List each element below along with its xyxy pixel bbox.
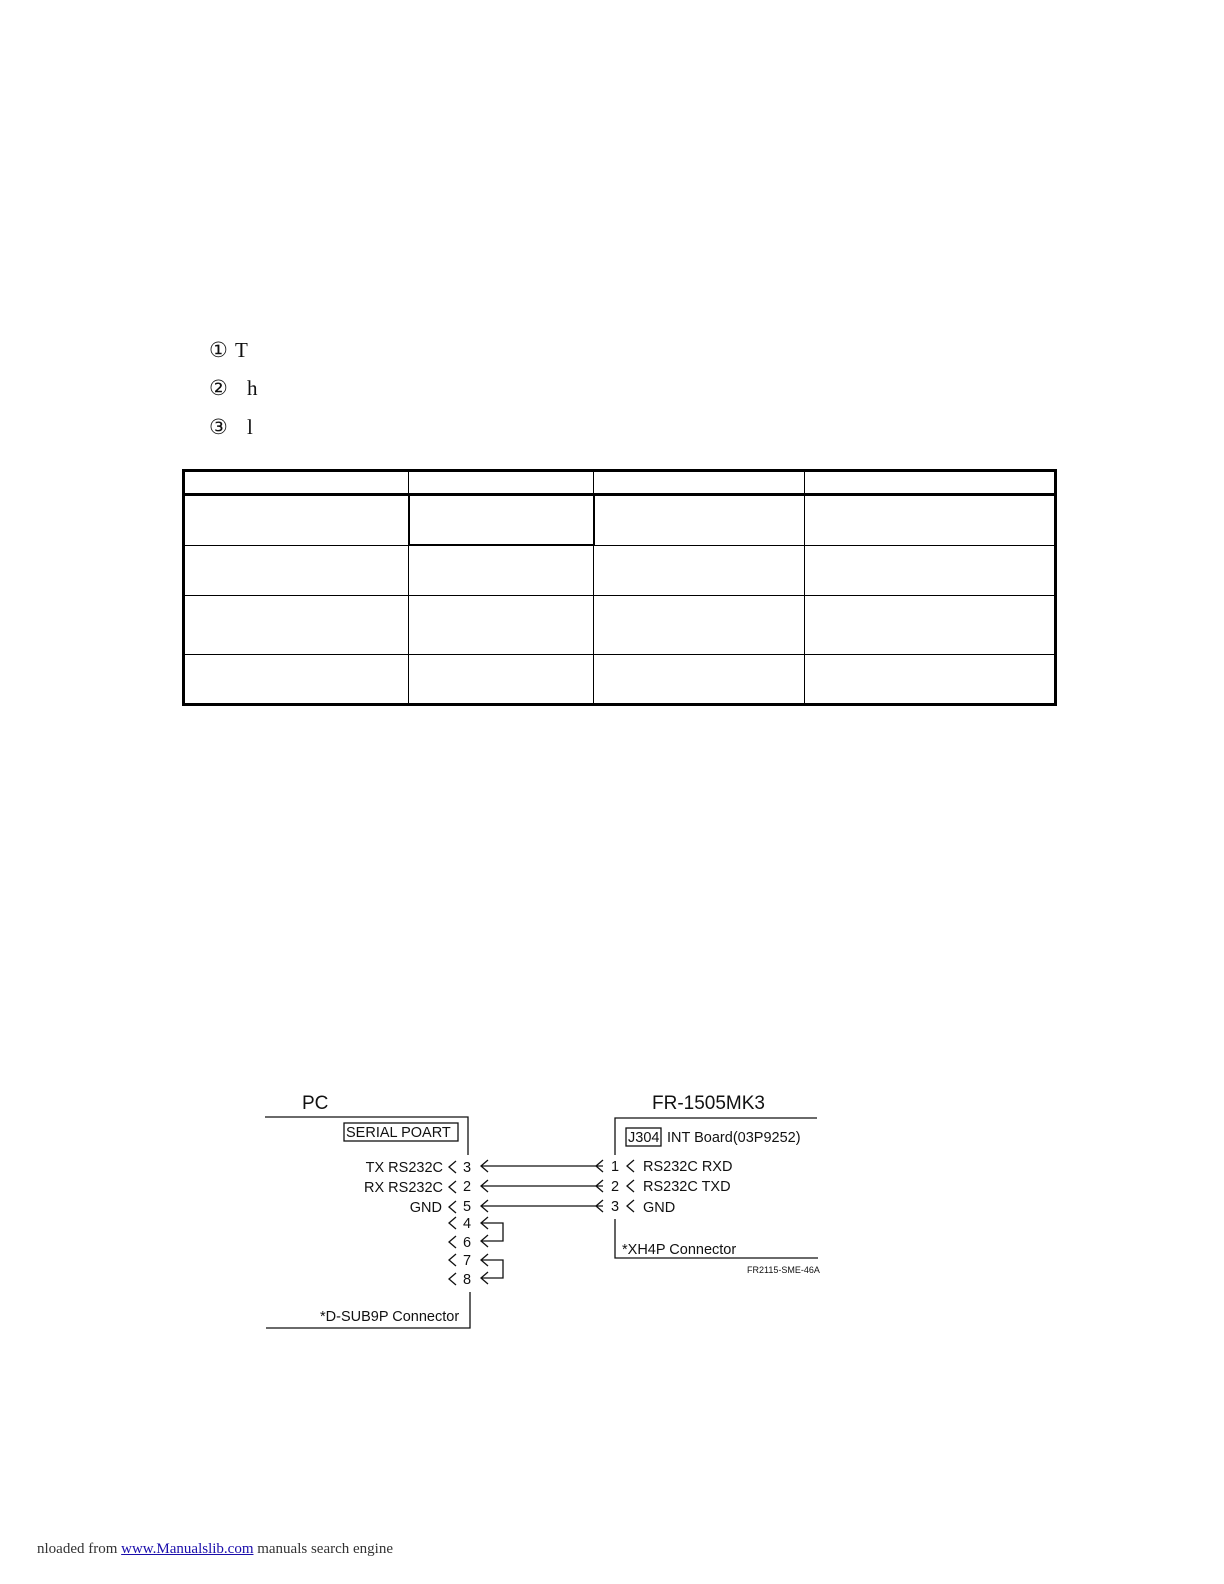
list-item-2 xyxy=(209,376,258,400)
table-cell xyxy=(409,545,594,595)
table-cell xyxy=(184,495,409,545)
table-cell xyxy=(409,654,594,704)
device-title: FR-1505MK3 xyxy=(652,1093,765,1114)
table-cell xyxy=(184,471,409,495)
table-cell xyxy=(805,495,1056,545)
xh4p-connector-label: *XH4P Connector xyxy=(622,1242,737,1258)
pc-pin-number: 4 xyxy=(463,1216,472,1232)
table-cell xyxy=(805,545,1056,595)
table-cell xyxy=(805,596,1056,655)
table-cell xyxy=(594,596,805,655)
pc-pin-number: 5 xyxy=(463,1199,472,1215)
list-item-1 xyxy=(209,338,248,362)
table-cell xyxy=(184,654,409,704)
pc-pin-number: 6 xyxy=(463,1235,472,1251)
table-cell xyxy=(184,545,409,595)
table-cell xyxy=(409,596,594,655)
table-row xyxy=(184,596,1056,655)
table-header-row xyxy=(184,471,1056,495)
table-row xyxy=(184,495,1056,545)
list-item-3 xyxy=(209,415,253,439)
table-cell xyxy=(805,471,1056,495)
wiring-diagram xyxy=(250,1080,850,1340)
table-cell xyxy=(805,654,1056,704)
device-chevrons xyxy=(627,1160,634,1212)
device-pin-label: GND xyxy=(643,1200,676,1216)
list-item-text: l xyxy=(247,415,253,439)
loopback-7-8 xyxy=(481,1254,503,1284)
dsub-connector-label: *D-SUB9P Connector xyxy=(320,1309,460,1325)
table-cell xyxy=(409,495,594,545)
pc-pin-number: 3 xyxy=(463,1160,472,1176)
table-row xyxy=(184,654,1056,704)
table-cell xyxy=(594,471,805,495)
table-cell xyxy=(594,545,805,595)
circled-number-1: ① xyxy=(209,338,228,362)
device-pin-number: 3 xyxy=(611,1199,620,1215)
table-cell xyxy=(594,495,805,545)
table-row xyxy=(184,545,1056,595)
pc-chevrons xyxy=(449,1161,456,1285)
device-pin-number: 2 xyxy=(611,1179,620,1195)
device-pin-number: 1 xyxy=(611,1159,620,1175)
table-cell xyxy=(409,471,594,495)
table-cell xyxy=(594,654,805,704)
int-board-label: INT Board(03P9252) xyxy=(667,1130,801,1146)
circled-number-3: ③ xyxy=(209,415,228,439)
manualslib-link[interactable]: www.Manualslib.com xyxy=(121,1541,254,1557)
circled-number-2: ② xyxy=(209,376,228,400)
figure-code: FR2115-SME-46A xyxy=(747,1265,820,1275)
serial-port-label: SERIAL POART xyxy=(346,1125,451,1141)
list-item-text: T xyxy=(235,338,248,362)
pc-title: PC xyxy=(302,1093,329,1114)
pc-pin-label: GND xyxy=(409,1200,442,1216)
footer xyxy=(37,1541,393,1558)
device-pin-label: RS232C TXD xyxy=(643,1179,731,1195)
list-item-text: h xyxy=(247,376,258,400)
pc-pin-label: RX RS232C xyxy=(364,1180,443,1196)
empty-table xyxy=(182,469,1057,706)
loopback-4-6 xyxy=(481,1217,503,1247)
pc-pin-number: 2 xyxy=(463,1179,472,1195)
pc-pin-number: 7 xyxy=(463,1253,472,1269)
pc-pin-label: TX RS232C xyxy=(365,1160,443,1176)
footer-suffix: manuals search engine xyxy=(257,1541,394,1557)
j304-label: J304 xyxy=(628,1130,660,1146)
table-cell xyxy=(184,596,409,655)
footer-prefix: nloaded from xyxy=(37,1541,118,1557)
device-pin-label: RS232C RXD xyxy=(643,1159,733,1175)
signal-wires xyxy=(481,1160,603,1212)
pc-pin-number: 8 xyxy=(463,1272,472,1288)
